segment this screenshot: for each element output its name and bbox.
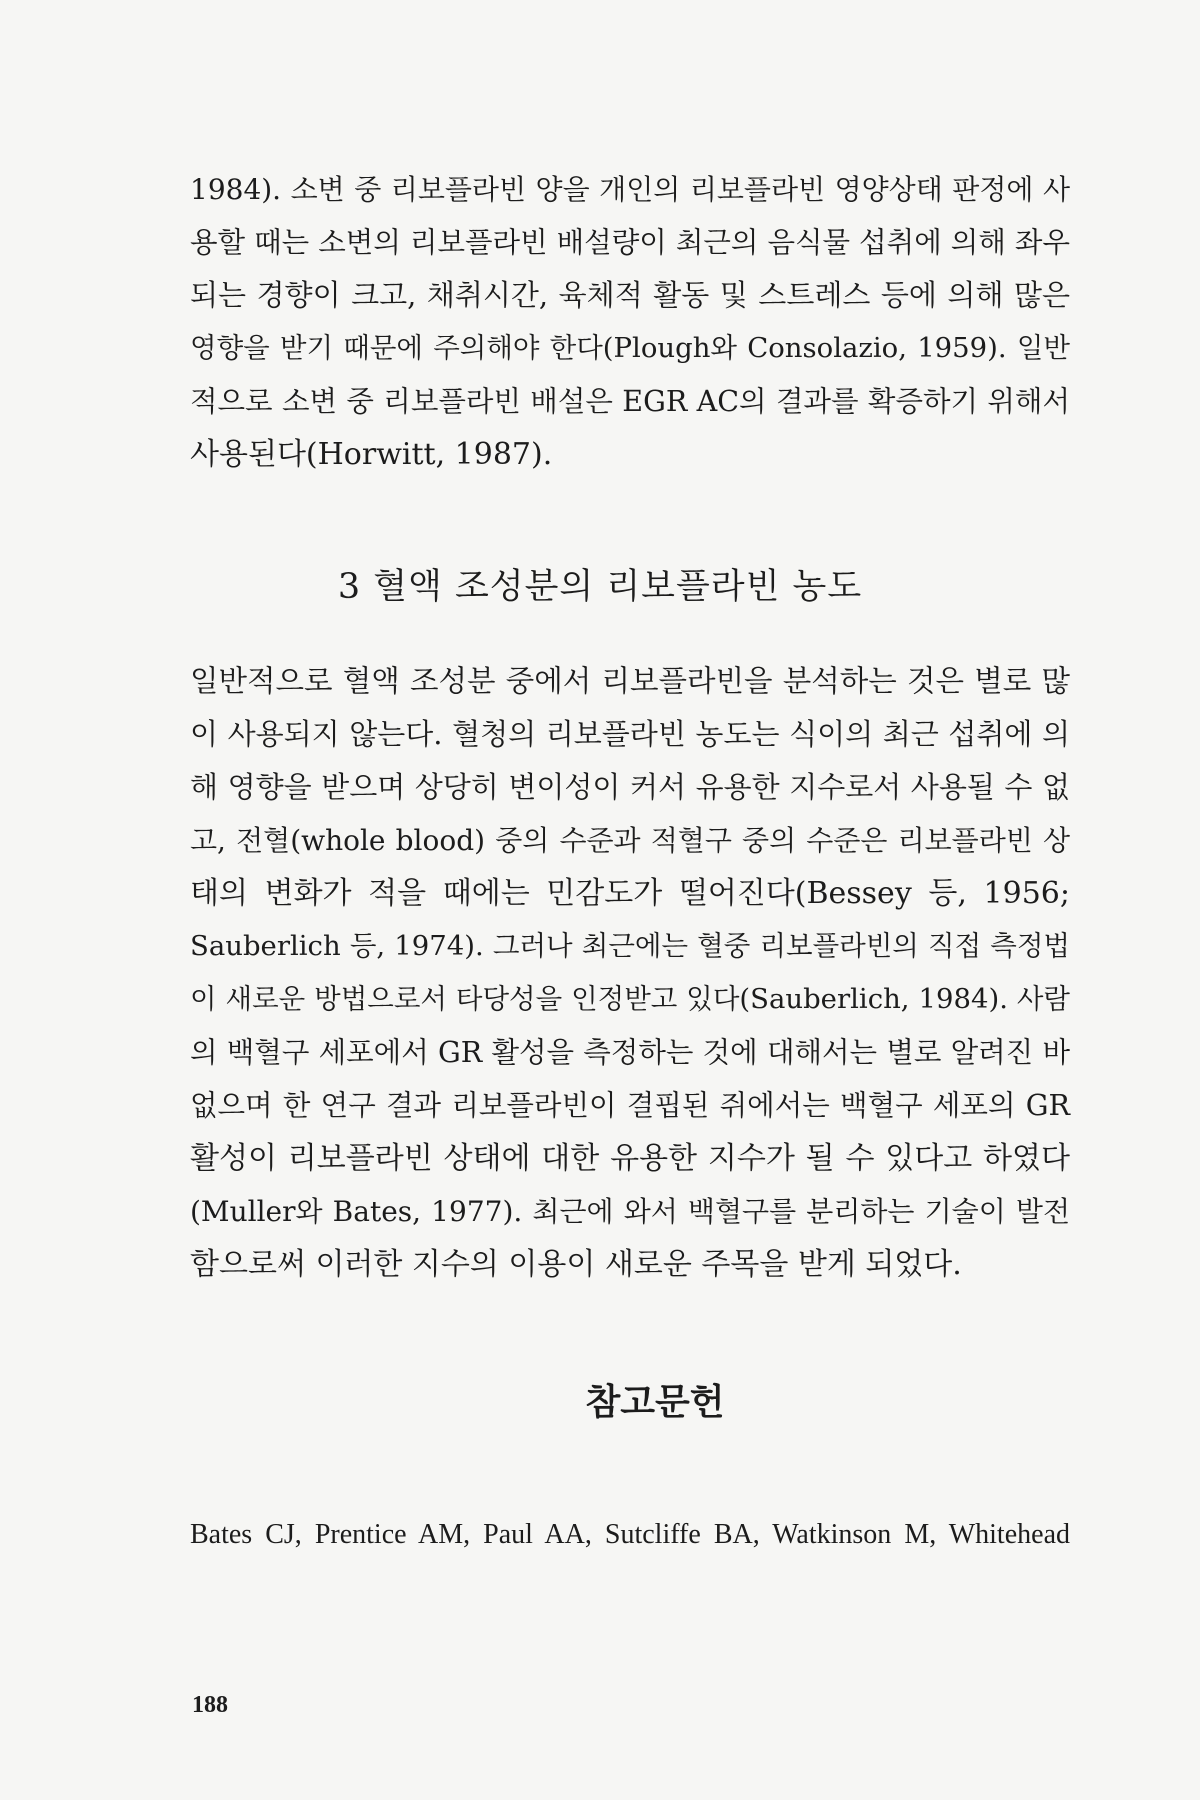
text-line: 함으로써 이러한 지수의 이용이 새로운 주목을 받게 되었다. bbox=[190, 1247, 962, 1282]
body-paragraph-blood-riboflavin bbox=[190, 655, 1070, 1291]
text-line: 사용된다(Horwitt, 1987). bbox=[190, 437, 553, 472]
text-line: (Muller와 Bates, 1977). 최근에 와서 백혈구를 분리하는 기술이 발전 bbox=[190, 1195, 1070, 1228]
text-line: 이 새로운 방법으로서 타당성을 인정받고 있다(Sauberlich, 1984). 사람 bbox=[190, 983, 1070, 1015]
text-line: 이 사용되지 않는다. 혈청의 리보플라빈 농도는 식이의 최근 섭취에 의 bbox=[190, 717, 1070, 751]
text-line: 일반적으로 혈액 조성분 중에서 리보플라빈을 분석하는 것은 별로 많 bbox=[190, 664, 1070, 698]
reference-entry: Bates CJ, Prentice AM, Paul AA, Sutcliffe BA, Watkinson M, Whitehead bbox=[190, 1519, 1070, 1550]
text-line: 없으며 한 연구 결과 리보플라빈이 결핍된 쥐에서는 백혈구 세포의 GR bbox=[190, 1089, 1070, 1122]
text-line: Sauberlich 등, 1974). 그러나 최근에는 혈중 리보플라빈의 직접 측정법 bbox=[190, 930, 1070, 962]
text-line: 태의 변화가 적을 때에는 민감도가 떨어진다(Bessey 등, 1956; bbox=[190, 876, 1070, 911]
text-line: 활성이 리보플라빈 상태에 대한 유용한 지수가 될 수 있다고 하였다 bbox=[190, 1141, 1070, 1176]
body-paragraph-urinary-riboflavin bbox=[190, 163, 1070, 481]
text-line: 영향을 받기 때문에 주의해야 한다(Plough와 Consolazio, 1959). 일반 bbox=[190, 332, 1070, 364]
text-line: 1984). 소변 중 리보플라빈 양을 개인의 리보플라빈 영양상태 판정에 사 bbox=[190, 173, 1070, 206]
references-heading: 참고문헌 bbox=[585, 1381, 725, 1423]
text-line: 되는 경향이 크고, 채취시간, 육체적 활동 및 스트레스 등에 의해 많은 bbox=[190, 278, 1070, 312]
text-line: 고, 전혈(whole blood) 중의 수준과 적혈구 중의 수준은 리보플라빈 상 bbox=[190, 824, 1070, 857]
text-line: 해 영향을 받으며 상당히 변이성이 커서 유용한 지수로서 사용될 수 없 bbox=[190, 770, 1070, 804]
text-line: 의 백혈구 세포에서 GR 활성을 측정하는 것에 대해서는 별로 알려진 바 bbox=[190, 1036, 1070, 1069]
text-line: 적으로 소변 중 리보플라빈 배설은 EGR AC의 결과를 확증하기 위해서 bbox=[190, 385, 1070, 418]
section-heading: 3 혈액 조성분의 리보플라빈 농도 bbox=[337, 567, 863, 607]
page-number: 188 bbox=[192, 1692, 228, 1718]
text-line: 용할 때는 소변의 리보플라빈 배설량이 최근의 음식물 섭취에 의해 좌우 bbox=[190, 226, 1070, 259]
